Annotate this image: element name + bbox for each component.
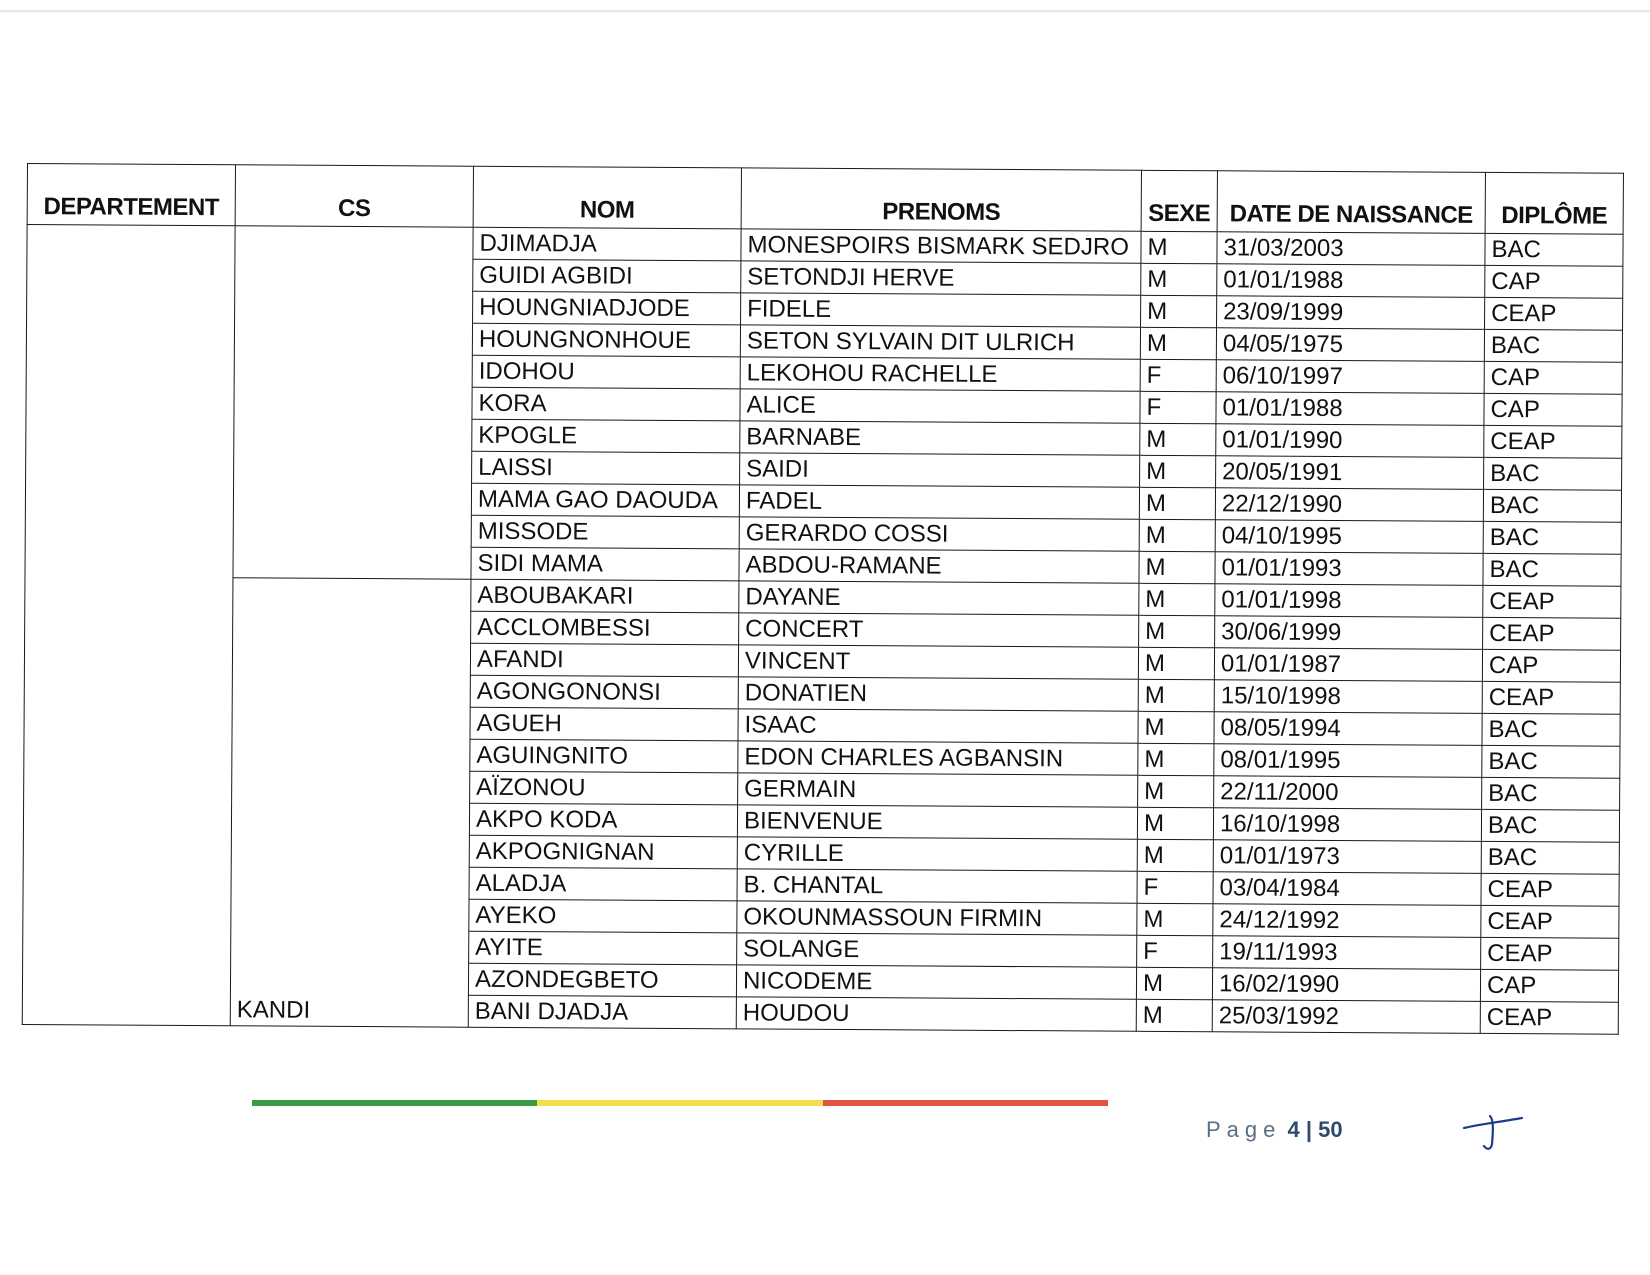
diplome-cell: BAC xyxy=(1482,777,1620,810)
prenoms-cell: CYRILLE xyxy=(737,837,1137,871)
col-date-naissance: DATE DE NAISSANCE xyxy=(1217,171,1485,234)
sexe-cell: M xyxy=(1138,743,1214,775)
sexe-cell: M xyxy=(1140,423,1216,455)
nom-cell: MISSODE xyxy=(471,515,739,549)
date-naissance-cell: 01/01/1987 xyxy=(1214,648,1482,682)
prenoms-cell: DONATIEN xyxy=(738,677,1138,711)
nom-cell: ALADJA xyxy=(469,867,737,901)
sexe-cell: F xyxy=(1140,359,1216,391)
nom-cell: HOUNGNIADJODE xyxy=(473,291,741,325)
prenoms-cell: SETONDJI HERVE xyxy=(741,261,1141,295)
cs-cell: KANDI xyxy=(230,578,471,1027)
date-naissance-cell: 08/05/1994 xyxy=(1214,712,1482,746)
nom-cell: KORA xyxy=(472,387,740,421)
diplome-cell: BAC xyxy=(1483,489,1621,522)
nom-cell: AGUINGNITO xyxy=(470,739,738,773)
sexe-cell: M xyxy=(1140,327,1216,359)
date-naissance-cell: 20/05/1991 xyxy=(1216,456,1484,490)
diplome-cell: BAC xyxy=(1485,233,1623,266)
handwritten-initial xyxy=(1460,1110,1530,1159)
prenoms-cell: LEKOHOU RACHELLE xyxy=(740,357,1140,391)
header-row xyxy=(27,164,1623,235)
col-nom: NOM xyxy=(473,166,741,229)
diplome-cell: CEAP xyxy=(1485,297,1623,330)
date-naissance-cell: 01/01/1988 xyxy=(1216,392,1484,426)
prenoms-cell: SOLANGE xyxy=(737,933,1137,967)
prenoms-cell: SAIDI xyxy=(740,453,1140,487)
nom-cell: AZONDEGBETO xyxy=(468,963,736,997)
date-naissance-cell: 19/11/1993 xyxy=(1213,936,1481,970)
diplome-cell: BAC xyxy=(1482,745,1620,778)
nom-cell: ACCLOMBESSI xyxy=(471,611,739,645)
prenoms-cell: B. CHANTAL xyxy=(737,869,1137,903)
sexe-cell: M xyxy=(1138,647,1214,679)
sexe-cell: M xyxy=(1141,295,1217,327)
date-naissance-cell: 04/05/1975 xyxy=(1216,328,1484,362)
flag-green-segment xyxy=(252,1100,537,1106)
sexe-cell: M xyxy=(1138,711,1214,743)
page-total: 50 xyxy=(1318,1117,1343,1142)
date-naissance-cell: 03/04/1984 xyxy=(1213,872,1481,906)
sexe-cell: M xyxy=(1139,583,1215,615)
diplome-cell: CEAP xyxy=(1481,873,1619,906)
diplome-cell: CEAP xyxy=(1481,937,1619,970)
diplome-cell: CEAP xyxy=(1484,425,1622,458)
col-sexe: SEXE xyxy=(1141,170,1217,231)
sexe-cell: M xyxy=(1138,775,1214,807)
sexe-cell: M xyxy=(1141,231,1217,263)
sexe-cell: F xyxy=(1137,871,1213,903)
date-naissance-cell: 16/10/1998 xyxy=(1213,808,1481,842)
diplome-cell: CAP xyxy=(1485,265,1623,298)
diplome-cell: BAC xyxy=(1484,457,1622,490)
date-naissance-cell: 30/06/1999 xyxy=(1215,616,1483,650)
flag-red-segment xyxy=(823,1100,1108,1106)
nom-cell: AFANDI xyxy=(470,643,738,677)
nom-cell: AYITE xyxy=(469,931,737,965)
prenoms-cell: FADEL xyxy=(739,485,1139,519)
nom-cell: MAMA GAO DAOUDA xyxy=(471,483,739,517)
date-naissance-cell: 01/01/1988 xyxy=(1217,264,1485,298)
diplome-cell: CEAP xyxy=(1483,585,1621,618)
diplome-cell: CAP xyxy=(1480,969,1618,1002)
roster-sheet xyxy=(22,163,1623,1035)
diplome-cell: CAP xyxy=(1482,649,1620,682)
diplome-cell: CAP xyxy=(1484,361,1622,394)
col-diplome: DIPLÔME xyxy=(1485,172,1623,234)
prenoms-cell: CONCERT xyxy=(739,613,1139,647)
nom-cell: AKPO KODA xyxy=(469,803,737,837)
date-naissance-cell: 23/09/1999 xyxy=(1217,296,1485,330)
nom-cell: AGONGONONSI xyxy=(470,675,738,709)
prenoms-cell: GERMAIN xyxy=(738,773,1138,807)
nom-cell: AGUEH xyxy=(470,707,738,741)
nom-cell: IDOHOU xyxy=(472,355,740,389)
nom-cell: HOUNGNONHOUE xyxy=(472,323,740,357)
sexe-cell: M xyxy=(1139,487,1215,519)
diplome-cell: CEAP xyxy=(1482,681,1620,714)
prenoms-cell: ABDOU-RAMANE xyxy=(739,549,1139,583)
sexe-cell: M xyxy=(1137,807,1213,839)
nom-cell: ABOUBAKARI xyxy=(471,579,739,613)
diplome-cell: BAC xyxy=(1481,809,1619,842)
nom-cell: AÏZONOU xyxy=(470,771,738,805)
col-cs: CS xyxy=(235,165,473,227)
prenoms-cell: BIENVENUE xyxy=(737,805,1137,839)
cs-cell xyxy=(233,226,473,579)
roster-body xyxy=(22,225,1623,1035)
date-naissance-cell: 24/12/1992 xyxy=(1213,904,1481,938)
nom-cell: GUIDI AGBIDI xyxy=(473,259,741,293)
date-naissance-cell: 16/02/1990 xyxy=(1212,968,1480,1002)
departement-cell xyxy=(22,225,235,1026)
date-naissance-cell: 01/01/1993 xyxy=(1215,552,1483,586)
col-departement: DEPARTEMENT xyxy=(27,164,235,226)
flag-color-rule xyxy=(252,1100,1108,1106)
prenoms-cell: DAYANE xyxy=(739,581,1139,615)
diplome-cell: CEAP xyxy=(1480,1001,1618,1034)
date-naissance-cell: 22/12/1990 xyxy=(1215,488,1483,522)
sexe-cell: M xyxy=(1140,455,1216,487)
date-naissance-cell: 22/11/2000 xyxy=(1214,776,1482,810)
roster-table xyxy=(22,163,1624,1035)
nom-cell: LAISSI xyxy=(472,451,740,485)
page-separator: | xyxy=(1305,1117,1313,1142)
nom-cell: DJIMADJA xyxy=(473,227,741,261)
prenoms-cell: GERARDO COSSI xyxy=(739,517,1139,551)
date-naissance-cell: 15/10/1998 xyxy=(1214,680,1482,714)
prenoms-cell: OKOUNMASSOUN FIRMIN xyxy=(737,901,1137,935)
page-number xyxy=(1206,1117,1343,1143)
prenoms-cell: SETON SYLVAIN DIT ULRICH xyxy=(740,325,1140,359)
sexe-cell: M xyxy=(1136,967,1212,999)
diplome-cell: BAC xyxy=(1484,329,1622,362)
nom-cell: AYEKO xyxy=(469,899,737,933)
diplome-cell: CEAP xyxy=(1483,617,1621,650)
diplome-cell: BAC xyxy=(1483,521,1621,554)
date-naissance-cell: 01/01/1998 xyxy=(1215,584,1483,618)
sexe-cell: F xyxy=(1137,935,1213,967)
date-naissance-cell: 01/01/1973 xyxy=(1213,840,1481,874)
diplome-cell: CEAP xyxy=(1481,905,1619,938)
date-naissance-cell: 06/10/1997 xyxy=(1216,360,1484,394)
flag-yellow-segment xyxy=(537,1100,822,1106)
date-naissance-cell: 04/10/1995 xyxy=(1215,520,1483,554)
prenoms-cell: ALICE xyxy=(740,389,1140,423)
sexe-cell: M xyxy=(1137,903,1213,935)
page-current: 4 xyxy=(1287,1117,1300,1142)
nom-cell: BANI DJADJA xyxy=(468,995,736,1029)
sexe-cell: M xyxy=(1141,263,1217,295)
sexe-cell: M xyxy=(1139,519,1215,551)
sexe-cell: M xyxy=(1137,839,1213,871)
prenoms-cell: NICODEME xyxy=(736,965,1136,999)
sexe-cell: F xyxy=(1140,391,1216,423)
scan-edge xyxy=(0,10,1650,13)
nom-cell: AKPOGNIGNAN xyxy=(469,835,737,869)
prenoms-cell: FIDELE xyxy=(741,293,1141,327)
prenoms-cell: HOUDOU xyxy=(736,997,1136,1031)
sexe-cell: M xyxy=(1138,679,1214,711)
date-naissance-cell: 08/01/1995 xyxy=(1214,744,1482,778)
sexe-cell: M xyxy=(1139,551,1215,583)
prenoms-cell: ISAAC xyxy=(738,709,1138,743)
diplome-cell: BAC xyxy=(1483,553,1621,586)
diplome-cell: BAC xyxy=(1481,841,1619,874)
sexe-cell: M xyxy=(1136,999,1212,1031)
prenoms-cell: EDON CHARLES AGBANSIN xyxy=(738,741,1138,775)
prenoms-cell: VINCENT xyxy=(738,645,1138,679)
diplome-cell: CAP xyxy=(1484,393,1622,426)
nom-cell: KPOGLE xyxy=(472,419,740,453)
col-prenoms: PRENOMS xyxy=(741,168,1141,231)
page-label: Page xyxy=(1206,1117,1282,1142)
nom-cell: SIDI MAMA xyxy=(471,547,739,581)
date-naissance-cell: 25/03/1992 xyxy=(1212,1000,1480,1034)
prenoms-cell: BARNABE xyxy=(740,421,1140,455)
date-naissance-cell: 01/01/1990 xyxy=(1216,424,1484,458)
sexe-cell: M xyxy=(1139,615,1215,647)
initial-mark-icon xyxy=(1460,1110,1530,1154)
date-naissance-cell: 31/03/2003 xyxy=(1217,232,1485,266)
diplome-cell: BAC xyxy=(1482,713,1620,746)
prenoms-cell: MONESPOIRS BISMARK SEDJRO xyxy=(741,229,1141,263)
